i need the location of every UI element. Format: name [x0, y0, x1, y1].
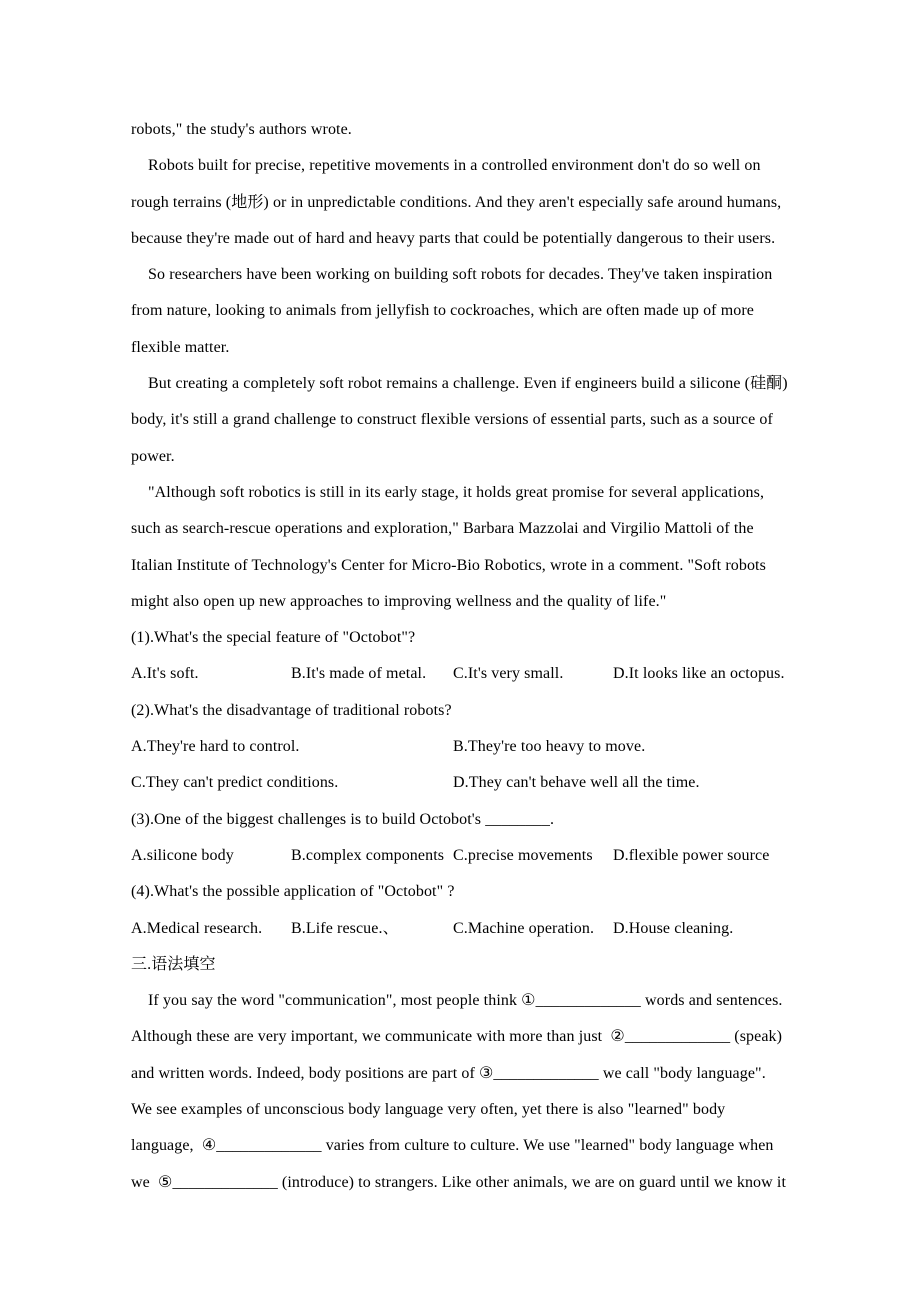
grammar-text-line: If you say the word "communication", most people think ①_____________ words and sentences.	[148, 992, 783, 1010]
body-text-line: rough terrains (地形) or in unpredictable conditions. And they aren't especially safe around humans,	[131, 193, 782, 211]
body-text-line: Italian Institute of Technology's Center for Micro-Bio Robotics, wrote in a comment. "Soft robots	[131, 556, 766, 574]
question-1-option-d: D.It looks like an octopus.	[613, 665, 785, 683]
question-2-stem: (2).What's the disadvantage of traditional robots?	[131, 701, 452, 719]
question-1-stem: (1).What's the special feature of "Octobot"?	[131, 629, 416, 647]
grammar-text-line: Although these are very important, we communicate with more than just ②_____________ (speak)	[131, 1028, 783, 1046]
grammar-text-line: and written words. Indeed, body positions are part of ③_____________ we call "body language".	[131, 1064, 766, 1082]
question-3-options	[131, 838, 860, 874]
question-4-option-d: D.House cleaning.	[613, 919, 734, 937]
question-4-option-b: B.Life rescue.、	[291, 919, 399, 937]
question-1-option-c: C.It's very small.	[453, 665, 564, 683]
question-2-option-d: D.They can't behave well all the time.	[453, 774, 700, 792]
question-2-option-b: B.They're too heavy to move.	[453, 738, 646, 756]
body-text-line: power.	[131, 447, 175, 465]
body-text-line: robots," the study's authors wrote.	[131, 121, 352, 138]
body-text-line: because they're made out of hard and heavy parts that could be potentially dangerous to their users.	[131, 229, 776, 247]
body-text-line: But creating a completely soft robot remains a challenge. Even if engineers build a silicone (硅酮)	[148, 375, 788, 393]
question-2-options-row-1	[131, 729, 860, 765]
body-text-line: flexible matter.	[131, 338, 230, 356]
question-4-option-c: C.Machine operation.	[453, 919, 595, 937]
grammar-text-line: we ⑤_____________ (introduce) to strangers. Like other animals, we are on guard until we know it	[131, 1173, 786, 1191]
body-text-line: Robots built for precise, repetitive movements in a controlled environment don't do so well on	[148, 157, 761, 175]
question-3-stem: (3).One of the biggest challenges is to build Octobot's ________.	[131, 810, 555, 828]
question-1-option-a: A.It's soft.	[131, 665, 199, 683]
body-text-line: might also open up new approaches to improving wellness and the quality of life."	[131, 592, 667, 610]
question-3-option-a: A.silicone body	[131, 846, 234, 864]
question-2-option-c: C.They can't predict conditions.	[131, 774, 339, 792]
question-3-option-d: D.flexible power source	[613, 846, 770, 864]
question-1-option-b: B.It's made of metal.	[291, 665, 427, 683]
body-text-line: So researchers have been working on building soft robots for decades. They've taken inspiration	[148, 266, 773, 284]
question-2-option-a: A.They're hard to control.	[131, 738, 300, 756]
grammar-section	[131, 947, 860, 1201]
grammar-section-heading: 三.语法填空	[131, 955, 216, 973]
question-1-options	[131, 656, 860, 692]
body-text-line: such as search-rescue operations and exploration," Barbara Mazzolai and Virgilio Mattoli of the	[131, 520, 754, 538]
question-4-options	[131, 911, 860, 947]
reading-passage	[131, 112, 860, 620]
grammar-text-line: language, ④_____________ varies from culture to culture. We use "learned" body language when	[131, 1137, 774, 1155]
question-3-option-b: B.complex components	[291, 846, 445, 864]
grammar-text-line: We see examples of unconscious body language very often, yet there is also "learned" body	[131, 1101, 726, 1119]
question-4-stem: (4).What's the possible application of "Octobot" ?	[131, 883, 455, 901]
question-3-option-c: C.precise movements	[453, 846, 593, 864]
body-text-line: "Although soft robotics is still in its early stage, it holds great promise for several applications,	[148, 483, 765, 501]
questions-section	[131, 620, 860, 947]
body-text-line: from nature, looking to animals from jellyfish to cockroaches, which are often made up of more	[131, 302, 754, 320]
question-2-options-row-2	[131, 765, 860, 801]
body-text-line: body, it's still a grand challenge to construct flexible versions of essential parts, such as a source of	[131, 411, 773, 429]
question-4-option-a: A.Medical research.	[131, 919, 263, 937]
